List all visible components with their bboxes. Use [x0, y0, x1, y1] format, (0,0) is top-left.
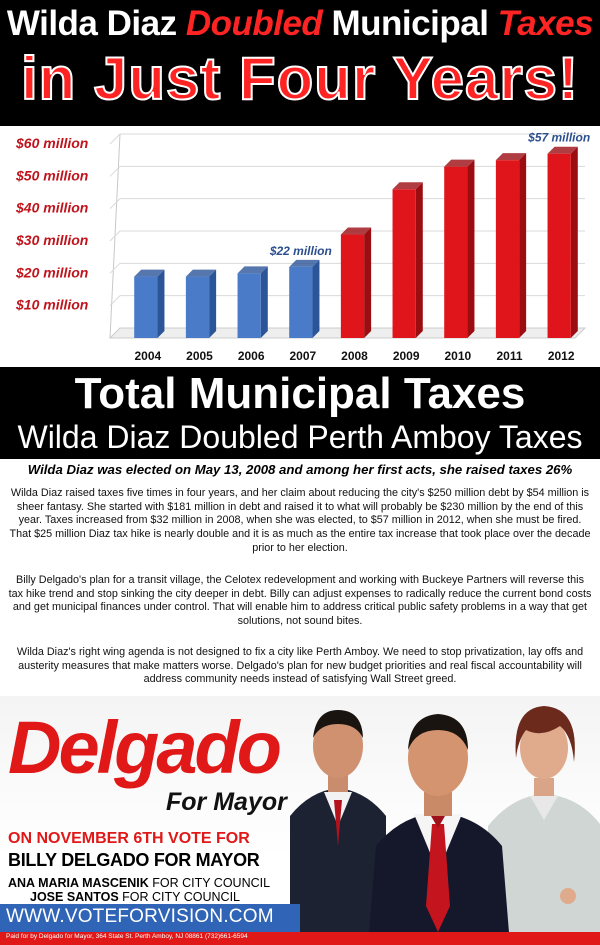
council-candidate-1	[8, 876, 270, 890]
bar-2008	[341, 235, 364, 338]
x-tick-label: 2012	[547, 349, 575, 363]
intro-line: Wilda Diaz was elected on May 13, 2008 and among her first acts, she raised taxes 26%	[27, 462, 573, 477]
x-tick-label: 2005	[186, 349, 213, 363]
data-label: $57 million	[528, 130, 591, 145]
bar-side	[416, 182, 423, 338]
x-tick-label: 2009	[392, 349, 420, 363]
bar-side	[157, 270, 164, 338]
headline-banner	[0, 0, 600, 126]
candidates-photo	[290, 696, 600, 945]
mayor-candidate-line: BILLY DELGADO FOR MAYOR	[8, 850, 260, 870]
data-label: $22 million	[269, 243, 332, 258]
paid-for-disclaimer: Paid for by Delgado for Mayor, 364 State St. Perth Amboy, NJ 08861 (732)661-6594	[6, 933, 248, 940]
chart-gridline	[110, 134, 585, 144]
council-name: JOSE SANTOS	[30, 890, 119, 904]
body-paragraph-plan: Billy Delgado's plan for a transit village, the Celotex redevelopment and working with Buckeye Partners will reverse this tax hike trend and stop sinking the city deeper in debt. Billy can adjust expenses to radically reduce the current bond costs and get municipal finances under control. That will enable him to address critical public safety problems in a way that get solutions, not sound bites.	[8, 574, 592, 628]
y-tick-label: $20 million	[16, 264, 89, 281]
bar-2007	[289, 267, 312, 338]
disclaimer-bar	[0, 932, 600, 945]
y-tick-label: $60 million	[16, 135, 89, 151]
headline-line-1	[0, 4, 600, 44]
x-tick-label: 2004	[134, 349, 162, 363]
headline-line-2: in Just Four Years!	[20, 45, 580, 112]
bar-2006	[238, 273, 261, 338]
tax-bar-chart	[0, 126, 600, 367]
bar-2005	[186, 277, 209, 338]
council-role: FOR CITY COUNCIL	[118, 890, 240, 904]
y-tick-label: $40 million	[16, 199, 89, 216]
x-tick-label: 2011	[496, 349, 523, 363]
chart-svg	[0, 126, 600, 367]
bar-2012	[548, 154, 571, 338]
headline-part: Municipal	[322, 4, 498, 43]
candidate-name-logo: Delgado	[8, 706, 279, 789]
bar-side	[209, 270, 216, 338]
website-link[interactable]: WWW.VOTEFORVISION.COM	[6, 906, 274, 927]
total-taxes-banner	[0, 367, 600, 459]
council-name: ANA MARIA MASCENIK	[8, 876, 149, 890]
bar-2004	[134, 277, 157, 338]
x-tick-label: 2007	[289, 349, 317, 363]
bar-side	[261, 266, 268, 338]
total-title: Total Municipal Taxes	[74, 369, 526, 418]
bar-2009	[393, 189, 416, 338]
office-label: For Mayor	[166, 788, 287, 816]
bar-side	[571, 147, 578, 338]
body-paragraph-agenda: Wilda Diaz's right wing agenda is not designed to fix a city like Perth Amboy. We need to stop privatization, lay offs and austerity measures that make matters worse. Delgado's plan for new budget priorities and real fiscal accountability will address community needs instead of satisfying Wall Street greed.	[16, 646, 584, 686]
bar-2010	[444, 167, 467, 338]
bar-side	[467, 160, 474, 338]
x-tick-label: 2006	[237, 349, 265, 363]
x-tick-label: 2008	[341, 349, 368, 363]
total-subtitle: Wilda Diaz Doubled Perth Amboy Taxes	[17, 419, 583, 455]
bar-2011	[496, 160, 519, 338]
campaign-section	[0, 696, 600, 945]
bar-side	[364, 228, 371, 338]
y-tick-label: $10 million	[16, 296, 89, 313]
council-candidate-2	[30, 890, 240, 904]
website-bar	[0, 904, 300, 932]
election-date-line: ON NOVEMBER 6TH VOTE FOR	[8, 830, 250, 847]
y-tick-label: $30 million	[16, 232, 89, 248]
bar-side	[519, 153, 526, 338]
headline-emphasis: Taxes	[497, 4, 594, 43]
headline-emphasis: Doubled	[185, 4, 323, 43]
x-tick-label: 2010	[444, 349, 472, 363]
y-tick-label: $50 million	[16, 167, 89, 184]
headline-part: Wilda Diaz	[6, 4, 186, 43]
body-paragraph-debt: Wilda Diaz raised taxes five times in four years, and her claim about reducing the city's $250 million debt by $54 million is sheer fantasy. She started with $181 million in debt and raised it to what will probably be $230 million by the end of this year. Taxes increased from $32 million in 2008, when she was elected, to $57 million in 2012, when she must be fired. That $25 million Diaz tax hike is nearly double and it is as much as the entire tax increase that took place over the decade prior to her election.	[9, 487, 591, 554]
council-role: FOR CITY COUNCIL	[148, 876, 271, 890]
bar-side	[312, 260, 319, 338]
